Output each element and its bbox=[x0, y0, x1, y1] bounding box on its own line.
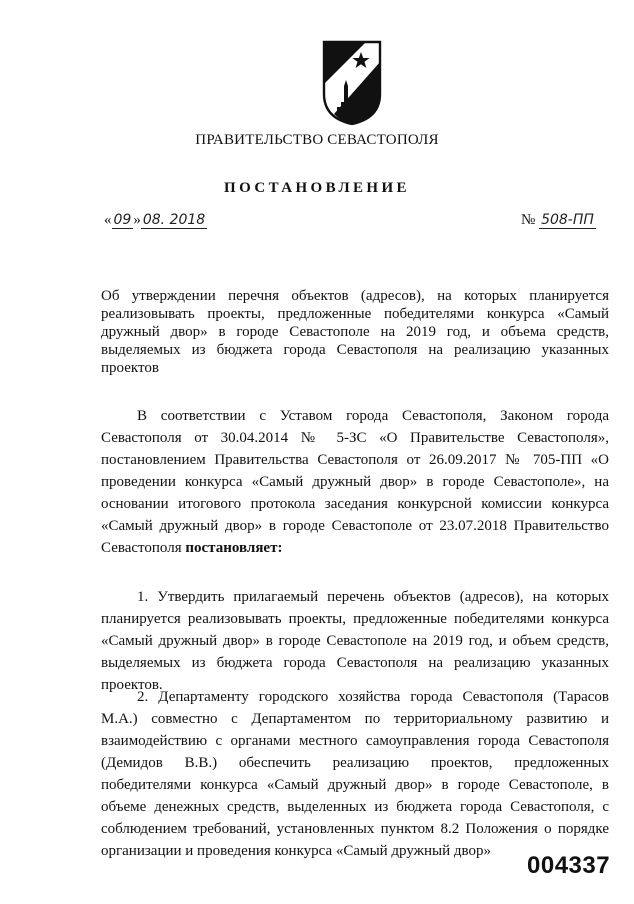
date-month-year: 08. 2018 bbox=[142, 212, 206, 228]
preamble-resolves: постановляет: bbox=[185, 540, 283, 556]
date-close-quote: » bbox=[133, 212, 141, 228]
number-prefix: № bbox=[521, 212, 536, 228]
document-date bbox=[104, 212, 207, 229]
document-number bbox=[521, 212, 596, 229]
preamble-paragraph bbox=[101, 405, 609, 559]
item-2: 2. Департаменту городского хозяйства города Севастополя (Тарасов М.А.) совместно с Департаментом по территориальному развитию и взаимодействию с органами местного самоуправления города Севастополя (Демидов В.В.) обеспечить реализацию проектов, предложенных победителями конкурса «Самый дружный двор» в городе Севастополе, в объеме денежных средств, выделенных из бюджета города Севастополя, с соблюдением требований, установленных пунктом 8.2 Положения о порядке организации и проведения конкурса «Самый дружный двор» bbox=[101, 689, 609, 859]
number-value: 508-ПП bbox=[541, 212, 594, 228]
item-1: 1. Утвердить прилагаемый перечень объектов (адресов), на которых планируется реализовывать проекты, предложенные победителями конкурса «Самый дружный двор» в городе Севастополе на 2019 год, и объем средств, выделяемых из бюджета города Севастополя на реализацию указанных проектов. bbox=[101, 589, 609, 693]
date-open-quote: « bbox=[104, 212, 112, 228]
preamble-text: В соответствии с Уставом города Севастополя, Законом города Севастополя от 30.04.2014 № 5-ЗС «О Правительстве Севастополя», постановлением Правительства Севастополя от 26.09.2017 № 705-ПП «О проведении конкурса «Самый дружный двор» в городе Севастополе», на основании итогового протокола заседания конкурсной комиссии конкурса «Самый дружный двор» в городе Севастополе от 23.07.2018 Правительство Севастополя bbox=[101, 408, 609, 556]
government-name: ПРАВИТЕЛЬСТВО СЕВАСТОПОЛЯ bbox=[195, 132, 439, 148]
document-type-title: ПОСТАНОВЛЕНИЕ bbox=[224, 180, 410, 196]
coat-of-arms-icon bbox=[321, 40, 383, 126]
date-day: 09 bbox=[113, 212, 132, 228]
document-subject: Об утверждении перечня объектов (адресов), на которых планируется реализовывать проекты, предложенные победителями конкурса «Самый дружный двор» в городе Севастополе на 2019 год, и объема средств, выделяемых из бюджета города Севастополя на реализацию указанных проектов bbox=[101, 288, 609, 376]
serial-number: 004337 bbox=[527, 852, 611, 879]
